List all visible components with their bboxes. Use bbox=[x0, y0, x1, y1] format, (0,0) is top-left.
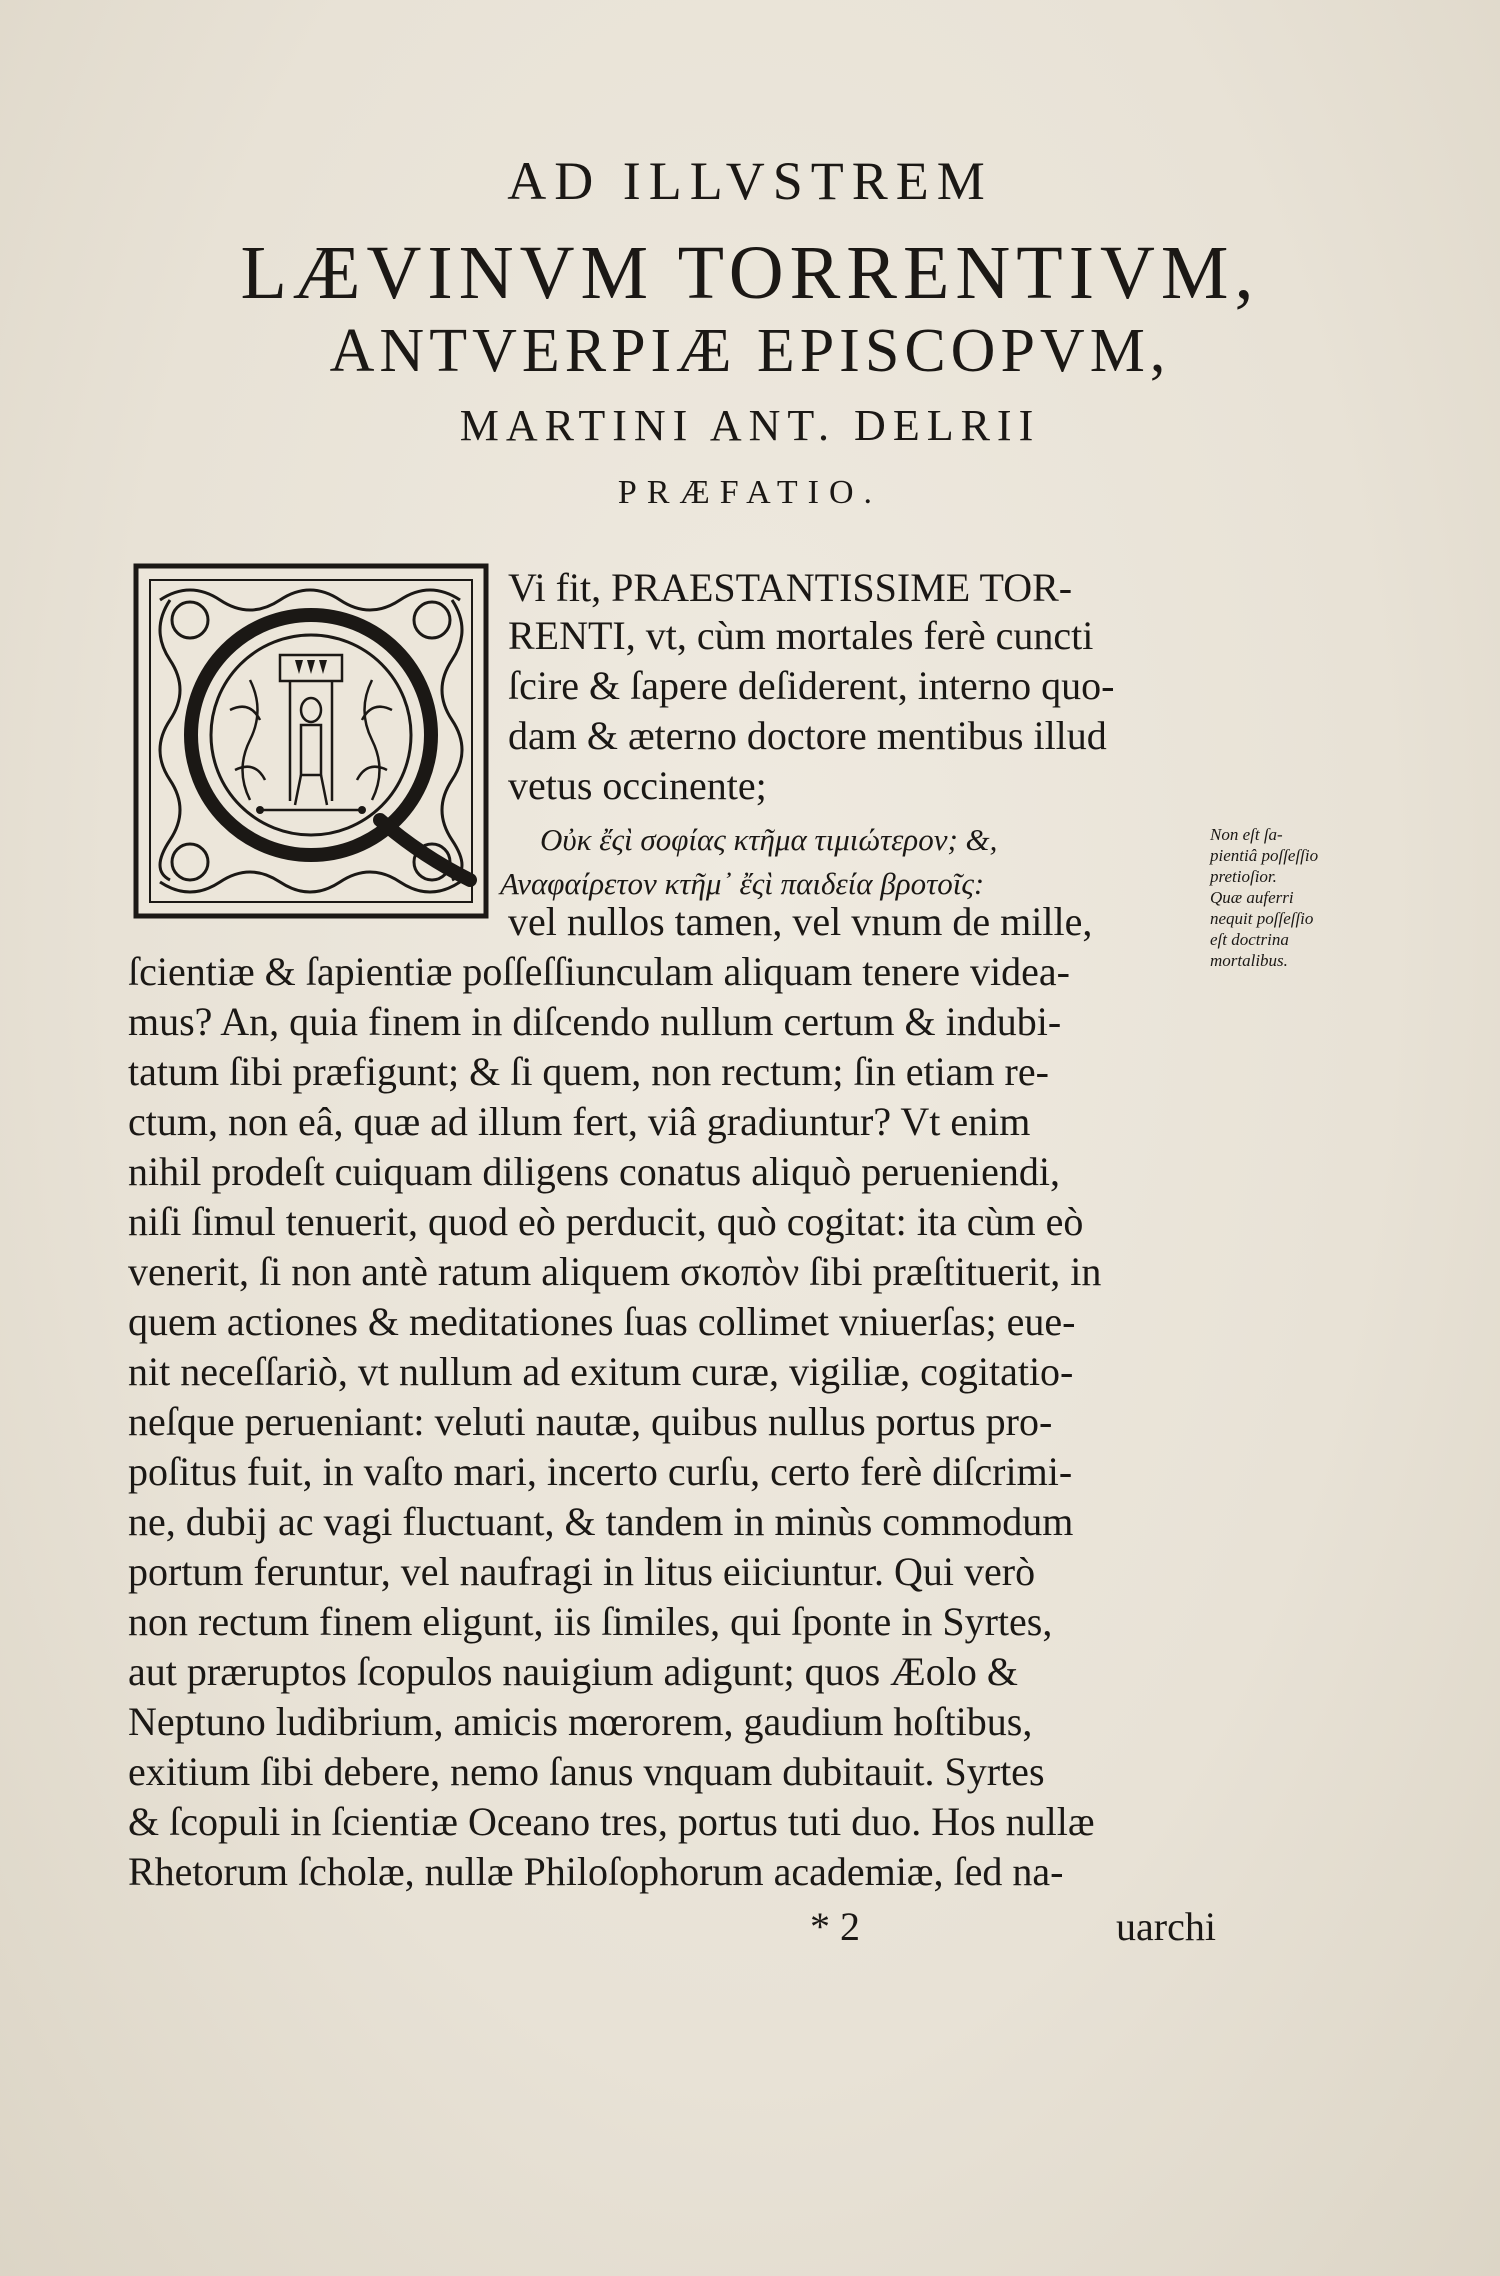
body-line-12: ctum, non eâ, quæ ad illum fert, viâ gradiuntur? Vt enim bbox=[128, 1099, 1031, 1144]
body-line-5: vetus occinente; bbox=[508, 763, 767, 808]
body-line-25: exitium ſibi debere, nemo ſanus vnquam dubitauit. Syrtes bbox=[128, 1749, 1045, 1794]
body-line-24: Neptuno ludibrium, amicis mœrorem, gaudium hoſtibus, bbox=[128, 1699, 1033, 1744]
body-line-10: mus? An, quia finem in diſcendo nullum certum & indubi- bbox=[128, 999, 1062, 1044]
body-line-19: poſitus fuit, in vaſto mari, incerto curſu, certo ferè diſcrimi- bbox=[128, 1449, 1073, 1494]
body-line-16: quem actiones & meditationes ſuas collimet vniuerſas; eue- bbox=[128, 1299, 1076, 1344]
body-line-1: Vi fit, PRAESTANTISSIME TOR- bbox=[508, 565, 1073, 610]
heading-line-4: MARTINI ANT. DELRII bbox=[459, 401, 1041, 450]
catchword: uarchi bbox=[1116, 1904, 1216, 1949]
margin-note-line: Quæ auferri bbox=[1210, 888, 1294, 907]
body-line-23: aut præruptos ſcopulos nauigium adigunt; quos Æolo & bbox=[128, 1649, 1018, 1694]
body-line-15: venerit, ſi non antè ratum aliquem σκοπὸν ſibi præſtituerit, in bbox=[128, 1249, 1102, 1294]
heading-line-1: AD ILLVSTREM bbox=[507, 151, 993, 211]
decorated-initial-q-icon bbox=[130, 560, 492, 922]
margin-note-line: eſt doctrina bbox=[1210, 930, 1289, 949]
heading-line-3: ANTVERPIÆ EPISCOPVM, bbox=[329, 317, 1171, 385]
body-line-27: Rhetorum ſcholæ, nullæ Philoſophorum academiæ, ſed na- bbox=[128, 1849, 1064, 1894]
margin-note-line: Non eſt ſa- bbox=[1210, 825, 1283, 844]
signature-mark: * 2 bbox=[810, 1904, 860, 1949]
margin-note-line: pretioſior. bbox=[1210, 867, 1277, 886]
margin-note bbox=[1210, 824, 1350, 971]
heading-line-2: LÆVINVM TORRENTIVM, bbox=[240, 231, 1260, 315]
body-line-9: ſcientiæ & ſapientiæ poſſeſſiunculam aliquam tenere videa- bbox=[128, 949, 1070, 994]
body-line-13: nihil prodeſt cuiquam diligens conatus aliquò perueniendi, bbox=[128, 1149, 1061, 1194]
margin-note-line: pientiâ poſſeſſio bbox=[1210, 846, 1319, 865]
body-line-21: portum feruntur, vel naufragi in litus eiiciuntur. Qui verò bbox=[128, 1549, 1036, 1594]
body-line-14: niſi ſimul tenuerit, quod eò perducit, quò cogitat: ita cùm eò bbox=[128, 1199, 1084, 1244]
margin-note-line: mortalibus. bbox=[1210, 951, 1288, 970]
greek-line-2: Αναφαίρετον κτῆμ᾽ ἔςὶ παιδεία βροτοῖς: bbox=[500, 866, 985, 901]
body-line-8: vel nullos tamen, vel vnum de mille, bbox=[508, 899, 1093, 944]
greek-line-1: Οὐκ ἔςὶ σοφίας κτῆμα τιμιώτερον; &, bbox=[540, 822, 998, 857]
body-line-4: dam & æterno doctore mentibus illud bbox=[508, 713, 1107, 758]
body-line-2: RENTI, vt, cùm mortales ferè cuncti bbox=[508, 613, 1094, 658]
heading-line-5: PRÆFATIO. bbox=[617, 474, 883, 511]
margin-note-line: nequit poſſeſſio bbox=[1210, 909, 1314, 928]
body-line-26: & ſcopuli in ſcientiæ Oceano tres, portus tuti duo. Hos nullæ bbox=[128, 1799, 1095, 1844]
body-line-11: tatum ſibi præfigunt; & ſi quem, non rectum; ſin etiam re- bbox=[128, 1049, 1049, 1094]
body-line-18: neſque perueniant: veluti nautæ, quibus nullus portus pro- bbox=[128, 1399, 1053, 1444]
body-line-17: nit neceſſariò, vt nullum ad exitum curæ, vigiliæ, cogitatio- bbox=[128, 1349, 1074, 1394]
body-line-3: ſcire & ſapere deſiderent, interno quo- bbox=[508, 663, 1115, 708]
body-line-22: non rectum finem eligunt, iis ſimiles, qui ſponte in Syrtes, bbox=[128, 1599, 1053, 1644]
body-line-20: ne, dubij ac vagi fluctuant, & tandem in minùs commodum bbox=[128, 1499, 1074, 1544]
